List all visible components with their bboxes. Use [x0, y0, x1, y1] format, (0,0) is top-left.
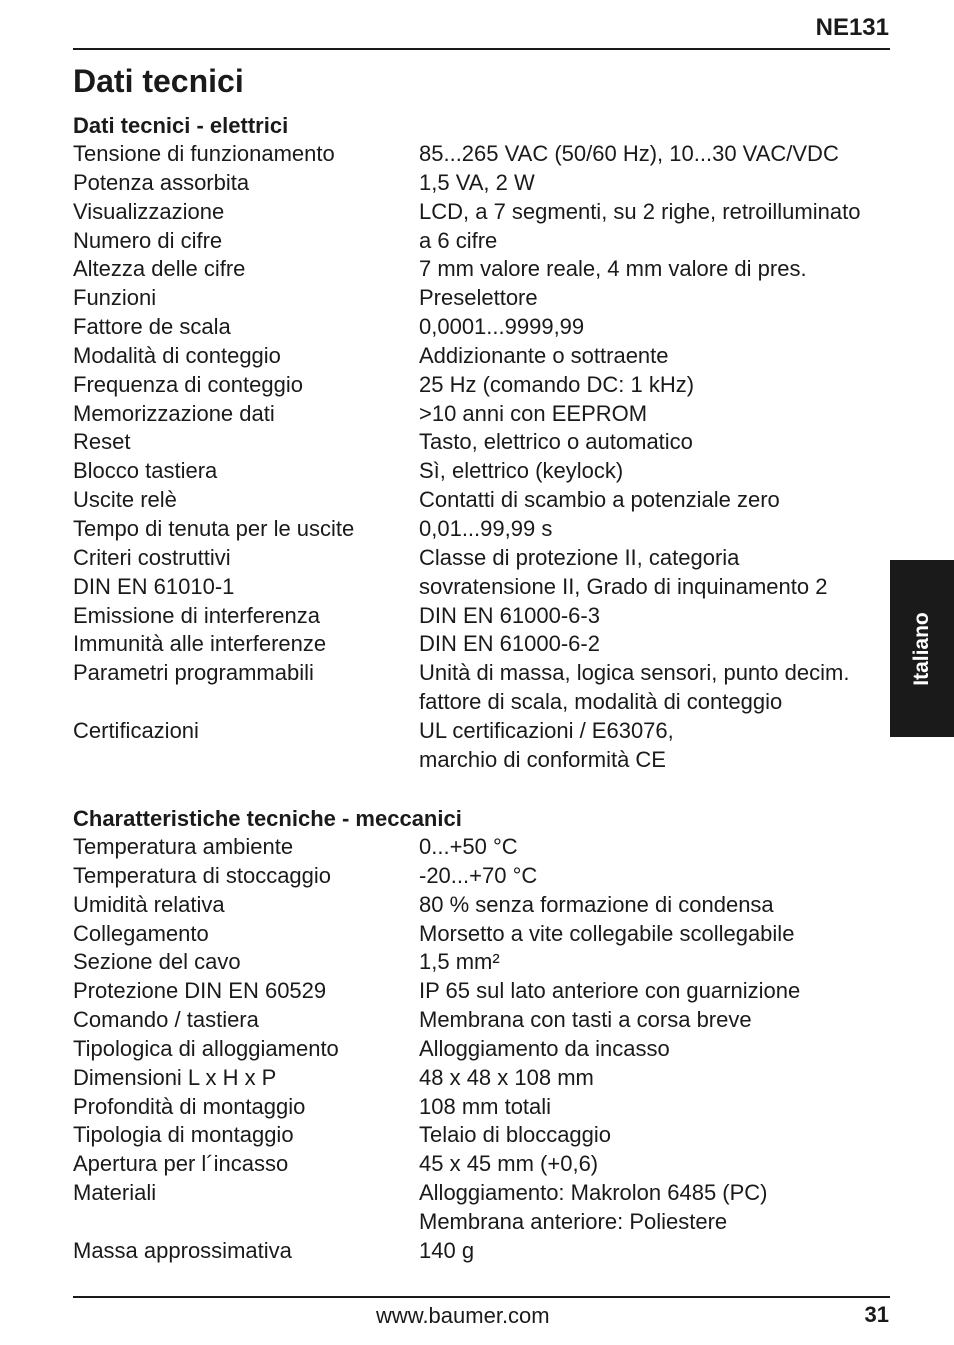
spec-row — [73, 1093, 893, 1122]
product-code: NE131 — [815, 14, 889, 41]
spec-row — [73, 140, 893, 169]
spec-label: Massa approssimativa — [73, 1237, 292, 1263]
spec-value-line: Classe di protezione II, categoria — [419, 544, 740, 570]
spec-label: Protezione DIN EN 60529 — [73, 978, 327, 1004]
spec-value-line: 85...265 VAC (50/60 Hz), 10...30 VAC/VDC — [419, 141, 839, 166]
spec-value — [419, 198, 893, 227]
spec-value — [419, 573, 893, 602]
spec-label: Temperatura ambiente — [73, 834, 294, 859]
spec-value-line: Addizionante o sottraente — [419, 342, 669, 368]
spec-value-line: LCD, a 7 segmenti, su 2 righe, retroilluminato — [419, 198, 861, 224]
spec-label: Profondità di montaggio — [73, 1093, 306, 1119]
spec-row — [73, 948, 893, 977]
spec-row — [73, 573, 893, 602]
spec-row — [73, 486, 893, 515]
spec-value — [419, 313, 893, 342]
spec-value-line: 48 x 48 x 108 mm — [419, 1064, 594, 1090]
spec-label: Blocco tastiera — [73, 458, 218, 484]
spec-value-line: Morsetto a vite collegabile scollegabile — [419, 920, 795, 946]
spec-value — [419, 169, 893, 198]
spec-value — [419, 140, 893, 169]
spec-row — [73, 891, 893, 920]
spec-value-line: UL certificazioni / E63076, — [419, 717, 674, 743]
spec-label: DIN EN 61010-1 — [73, 573, 235, 599]
footer-url[interactable]: www.baumer.com — [376, 1303, 550, 1328]
electrical-spec-list — [73, 140, 893, 775]
header-divider — [73, 48, 890, 50]
spec-value-line: >10 anni con EEPROM — [419, 400, 648, 426]
spec-label: Certificazioni — [73, 717, 199, 743]
spec-row — [73, 1150, 893, 1179]
spec-value — [419, 515, 893, 544]
spec-value-line: 80 % senza formazione di condensa — [419, 891, 774, 917]
spec-row — [73, 544, 893, 573]
spec-value — [419, 717, 893, 775]
spec-value — [419, 1093, 893, 1122]
spec-row — [73, 717, 893, 775]
spec-value — [419, 1179, 893, 1237]
spec-value-line: 108 mm totali — [419, 1093, 552, 1119]
spec-value — [419, 428, 893, 457]
spec-row — [73, 371, 893, 400]
spec-value-line: 140 g — [419, 1237, 475, 1263]
spec-label: Tipologia di montaggio — [73, 1122, 294, 1148]
spec-value — [419, 284, 893, 313]
spec-label: Uscite relè — [73, 487, 177, 513]
spec-value-line: 1,5 VA, 2 W — [419, 169, 535, 195]
language-tab — [890, 560, 954, 737]
spec-label: Numero di cifre — [73, 227, 223, 253]
spec-value-line: a 6 cifre — [419, 227, 498, 253]
spec-label: Parametri programmabili — [73, 660, 314, 686]
spec-value — [419, 342, 893, 371]
spec-label: Criteri costruttivi — [73, 544, 231, 570]
spec-row — [73, 659, 893, 717]
spec-label: Modalità di conteggio — [73, 342, 281, 368]
spec-row — [73, 169, 893, 198]
spec-value — [419, 891, 893, 920]
spec-value-line: Membrana con tasti a corsa breve — [419, 1007, 752, 1033]
spec-value — [419, 1035, 893, 1064]
spec-value — [419, 457, 893, 486]
spec-row — [73, 342, 893, 371]
spec-label: Potenza assorbita — [73, 169, 250, 195]
spec-label: Materiali — [73, 1180, 157, 1206]
spec-label: Altezza delle cifre — [73, 256, 246, 282]
spec-value — [419, 544, 893, 573]
spec-label: Tempo di tenuta per le uscite — [73, 515, 355, 541]
spec-value-line: 7 mm valore reale, 4 mm valore di pres. — [419, 256, 807, 282]
spec-value-line: Alloggiamento da incasso — [419, 1035, 670, 1061]
spec-value — [419, 371, 893, 400]
spec-value-line: Membrana anteriore: Poliestere — [419, 1208, 728, 1234]
electrical-section-heading: Dati tecnici - elettrici — [73, 113, 289, 138]
spec-label: Umidità relativa — [73, 891, 225, 917]
spec-value-line: 45 x 45 mm (+0,6) — [419, 1151, 599, 1177]
spec-value-line: Unità di massa, logica sensori, punto decim. — [419, 660, 850, 686]
spec-row — [73, 977, 893, 1006]
spec-value-line: -20...+70 °C — [419, 862, 538, 888]
spec-value-line: DIN EN 61000-6-3 — [419, 602, 600, 628]
spec-row — [73, 284, 893, 313]
spec-value — [419, 227, 893, 256]
spec-row — [73, 1006, 893, 1035]
spec-label: Frequenza di conteggio — [73, 371, 303, 397]
spec-label: Memorizzazione dati — [73, 400, 275, 426]
spec-row — [73, 833, 893, 862]
page-number: 31 — [864, 1302, 889, 1327]
spec-row — [73, 862, 893, 891]
spec-row — [73, 630, 893, 659]
spec-row — [73, 198, 893, 227]
spec-label: Comando / tastiera — [73, 1007, 259, 1033]
spec-label: Collegamento — [73, 920, 209, 946]
spec-label: Immunità alle interferenze — [73, 631, 327, 657]
language-tab-label: Italiano — [910, 611, 933, 686]
spec-label: Reset — [73, 429, 131, 455]
spec-row — [73, 1121, 893, 1150]
spec-value-line: marchio di conformità CE — [419, 746, 666, 772]
spec-value — [419, 1006, 893, 1035]
spec-value — [419, 602, 893, 631]
spec-row — [73, 1035, 893, 1064]
spec-value — [419, 920, 893, 949]
spec-value — [419, 948, 893, 977]
spec-row — [73, 1237, 893, 1266]
spec-label: Apertura per l´incasso — [73, 1151, 289, 1177]
spec-row — [73, 602, 893, 631]
spec-value — [419, 1064, 893, 1093]
page-title: Dati tecnici — [73, 63, 244, 99]
spec-value — [419, 977, 893, 1006]
spec-value-line: 25 Hz (comando DC: 1 kHz) — [419, 371, 695, 397]
spec-label: Dimensioni L x H x P — [73, 1064, 277, 1090]
spec-value-line: sovratensione II, Grado di inquinamento 2 — [419, 573, 828, 599]
spec-value-line: 1,5 mm² — [419, 949, 500, 975]
spec-row — [73, 428, 893, 457]
spec-label: Tensione di funzionamento — [73, 141, 335, 166]
spec-value-line: Sì, elettrico (keylock) — [419, 458, 624, 484]
spec-value — [419, 255, 893, 284]
spec-value — [419, 630, 893, 659]
spec-label: Fattore de scala — [73, 314, 231, 340]
spec-label: Temperatura di stoccaggio — [73, 862, 332, 888]
spec-row — [73, 515, 893, 544]
mechanical-spec-list — [73, 833, 893, 1266]
spec-label: Visualizzazione — [73, 198, 225, 224]
spec-value — [419, 1150, 893, 1179]
spec-value-line: Contatti di scambio a potenziale zero — [419, 487, 780, 513]
spec-value-line: 0...+50 °C — [419, 834, 518, 859]
spec-row — [73, 1064, 893, 1093]
spec-value — [419, 1237, 893, 1266]
spec-row — [73, 227, 893, 256]
mechanical-section-heading: Charatteristiche tecniche - meccanici — [73, 806, 462, 831]
spec-row — [73, 255, 893, 284]
spec-value — [419, 486, 893, 515]
spec-value-line: Alloggiamento: Makrolon 6485 (PC) — [419, 1180, 768, 1206]
spec-label: Funzioni — [73, 285, 157, 311]
spec-value — [419, 1121, 893, 1150]
spec-row — [73, 457, 893, 486]
spec-row — [73, 920, 893, 949]
spec-value-line: Preselettore — [419, 285, 538, 311]
spec-value-line: 0,0001...9999,99 — [419, 314, 585, 340]
spec-label: Sezione del cavo — [73, 949, 241, 975]
footer-divider — [73, 1296, 890, 1298]
spec-value-line: Telaio di bloccaggio — [419, 1122, 612, 1148]
spec-row — [73, 313, 893, 342]
spec-value — [419, 659, 893, 717]
spec-value-line: IP 65 sul lato anteriore con guarnizione — [419, 978, 801, 1004]
spec-label: Emissione di interferenza — [73, 602, 321, 628]
spec-value — [419, 833, 893, 862]
spec-value-line: 0,01...99,99 s — [419, 515, 553, 541]
spec-value-line: DIN EN 61000-6-2 — [419, 631, 600, 657]
spec-row — [73, 400, 893, 429]
spec-value — [419, 862, 893, 891]
spec-label: Tipologica di alloggiamento — [73, 1035, 339, 1061]
spec-row — [73, 1179, 893, 1237]
spec-value-line: fattore di scala, modalità di conteggio — [419, 689, 783, 715]
spec-value-line: Tasto, elettrico o automatico — [419, 429, 693, 455]
spec-value — [419, 400, 893, 429]
